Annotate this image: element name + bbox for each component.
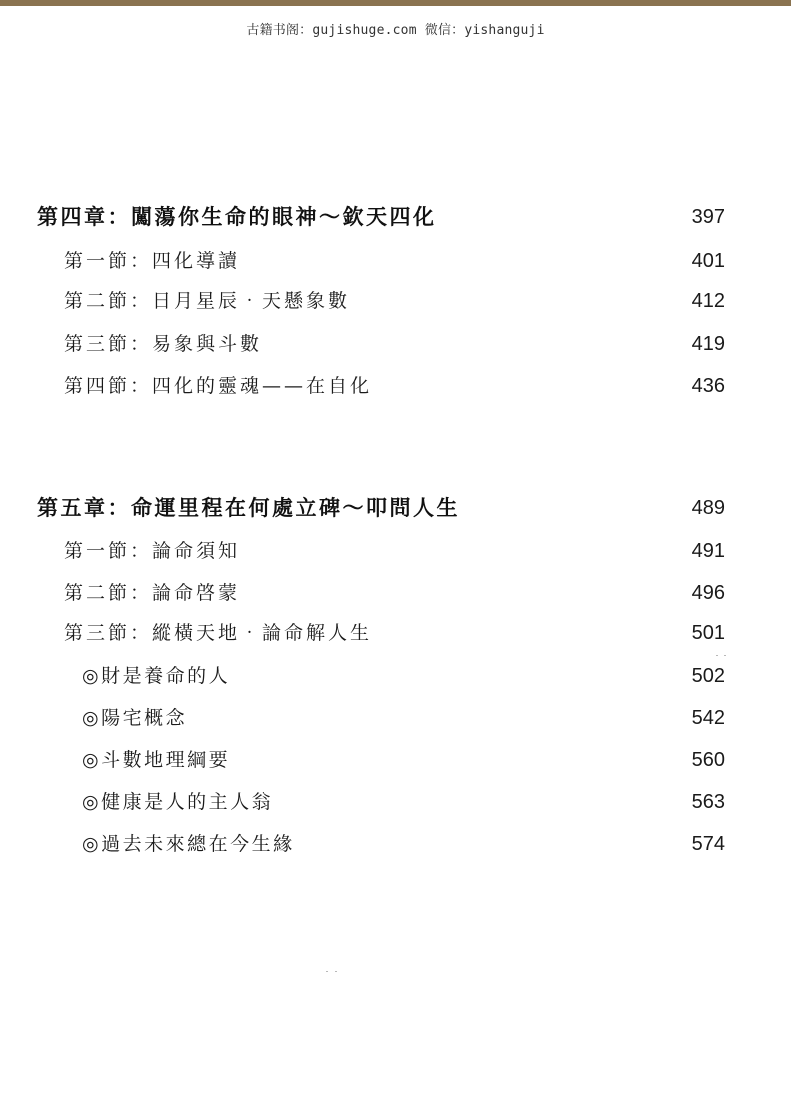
toc-section[interactable]	[0, 576, 791, 610]
subsection-title: ◎過去未來總在今生緣	[82, 833, 295, 855]
page-number: 501	[691, 622, 725, 644]
toc-subsection[interactable]	[0, 785, 791, 819]
toc-section[interactable]	[0, 369, 791, 403]
page-number: 436	[691, 375, 725, 397]
page-number: 412	[691, 290, 725, 312]
subsection-title: ◎財是養命的人	[82, 665, 231, 687]
watermark-text: 古籍书阁：gujishuge.com 微信：yishanguji	[246, 23, 545, 38]
page-number: 574	[691, 833, 725, 855]
subsection-title: ◎斗數地理綱要	[82, 749, 231, 771]
toc-section[interactable]	[0, 616, 791, 650]
scan-speck	[326, 971, 328, 972]
section-title: 第一節：論命須知	[64, 540, 241, 562]
page-number: 502	[691, 665, 725, 687]
page-number: 419	[691, 333, 725, 355]
chapter-title: 第四章：闖蕩你生命的眼神～欽天四化	[37, 204, 437, 229]
subsection-title: ◎陽宅概念	[82, 707, 188, 729]
toc-section[interactable]	[0, 534, 791, 568]
page-number: 397	[691, 206, 725, 228]
toc-section[interactable]	[0, 327, 791, 361]
page-number: 489	[691, 497, 725, 519]
section-title: 第二節：論命啓蒙	[64, 582, 241, 604]
section-title: 第四節：四化的靈魂——在自化	[64, 375, 373, 397]
section-title: 第三節：易象與斗數	[64, 333, 263, 355]
toc-subsection[interactable]	[0, 743, 791, 777]
scan-speck	[724, 655, 726, 656]
page-number: 401	[691, 250, 725, 272]
top-border-bar	[0, 0, 791, 6]
toc-chapter-5[interactable]	[0, 491, 791, 525]
toc-subsection[interactable]	[0, 659, 791, 693]
section-title: 第一節：四化導讀	[64, 250, 241, 272]
toc-subsection[interactable]	[0, 701, 791, 735]
scan-speck	[716, 655, 718, 656]
toc-chapter-4[interactable]	[0, 200, 791, 234]
section-title: 第三節：縱橫天地‧論命解人生	[64, 622, 373, 644]
page-number: 491	[691, 540, 725, 562]
subsection-title: ◎健康是人的主人翁	[82, 791, 274, 813]
chapter-title: 第五章：命運里程在何處立碑～叩問人生	[37, 495, 460, 520]
toc-subsection[interactable]	[0, 827, 791, 861]
scan-speck	[335, 971, 337, 972]
toc-section[interactable]	[0, 284, 791, 318]
page-number: 542	[691, 707, 725, 729]
section-title: 第二節：日月星辰‧天懸象數	[64, 290, 351, 312]
page-number: 496	[691, 582, 725, 604]
page-number: 563	[691, 791, 725, 813]
page-number: 560	[691, 749, 725, 771]
toc-section[interactable]	[0, 244, 791, 278]
